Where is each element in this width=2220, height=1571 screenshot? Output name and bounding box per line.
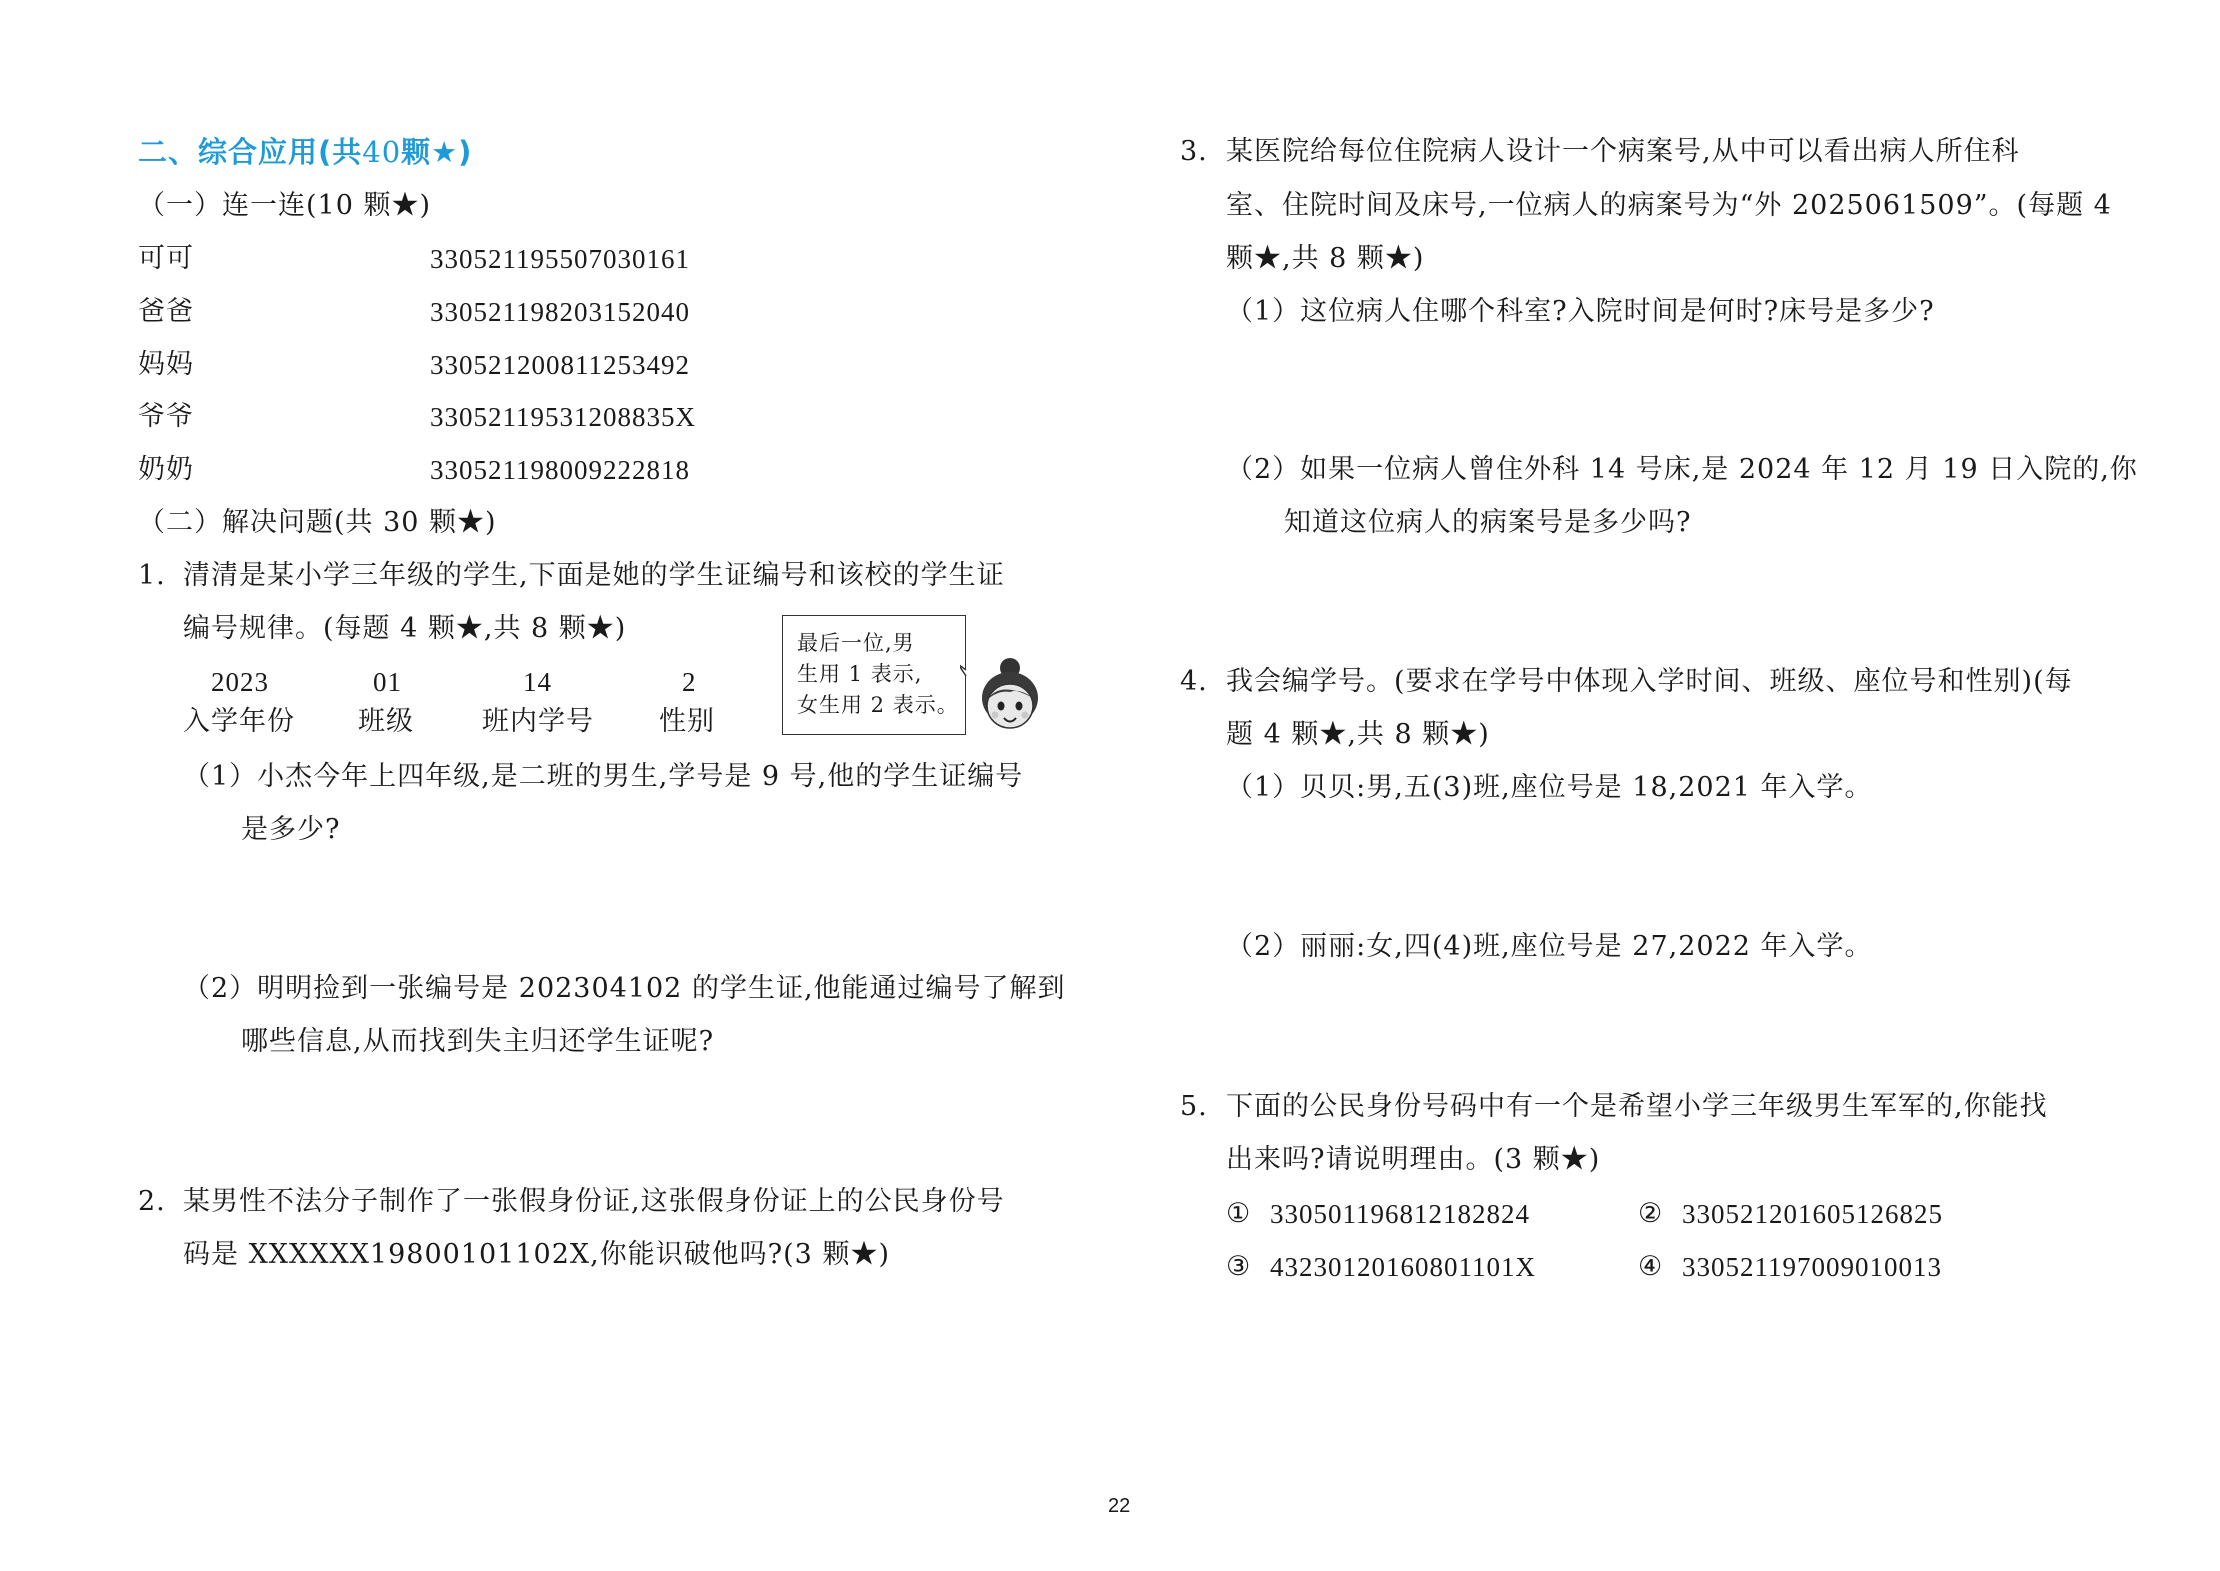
code-label: 入学年份 <box>183 706 295 737</box>
q1-line: 清清是某小学三年级的学生,下面是她的学生证编号和该校的学生证 <box>183 560 1005 591</box>
q2-number: 2. <box>138 1186 166 1217</box>
match-id-item: 330521198009222818 <box>430 455 690 485</box>
q2-line: 码是 XXXXXX19800101102X,你能识破他吗?(3 颗★) <box>183 1239 890 1270</box>
q3-line: 某医院给每位住院病人设计一个病案号,从中可以看出病人所住科 <box>1226 136 2020 167</box>
bubble-line: 生用 1 表示, <box>797 662 923 686</box>
match-name-item: 爸爸 <box>138 296 194 327</box>
option-mark: ② <box>1638 1198 1664 1229</box>
girl-illustration-icon <box>960 650 1060 750</box>
q5-line: 出来吗?请说明理由。(3 颗★) <box>1226 1144 1601 1175</box>
part2-title: （二）解决问题(共 30 颗★) <box>138 507 497 538</box>
match-id-item: 330521200811253492 <box>430 350 690 380</box>
section-title: 二、综合应用(共40颗★) <box>138 135 473 169</box>
q2-line: 某男性不法分子制作了一张假身份证,这张假身份证上的公民身份号 <box>183 1186 1005 1217</box>
q1-number: 1. <box>138 560 166 591</box>
q5-number: 5. <box>1180 1091 1208 1122</box>
code-value: 2 <box>682 667 697 697</box>
q4-number: 4. <box>1180 666 1208 697</box>
option-mark: ③ <box>1226 1251 1252 1282</box>
option-mark: ④ <box>1638 1251 1664 1282</box>
page-number: 22 <box>1108 1495 1131 1517</box>
code-value: 01 <box>373 667 402 697</box>
q1-sub1: 是多少? <box>241 814 341 845</box>
code-label: 班级 <box>358 706 414 737</box>
q3-sub1: （1）这位病人住哪个科室?入院时间是何时?床号是多少? <box>1226 296 1935 327</box>
option-value: 43230120160801101X <box>1270 1252 1536 1282</box>
q3-line: 室、住院时间及床号,一位病人的病案号为“外 2025061509”。(每题 4 <box>1226 190 2112 221</box>
part1-title: （一）连一连(10 颗★) <box>138 190 432 221</box>
q1-sub2: （2）明明捡到一张编号是 202304102 的学生证,他能通过编号了解到 <box>183 973 1066 1004</box>
q4-sub2: （2）丽丽:女,四(4)班,座位号是 27,2022 年入学。 <box>1226 931 1873 962</box>
match-name-item: 妈妈 <box>138 349 194 380</box>
code-label: 班内学号 <box>482 706 594 737</box>
option-value: 330521197009010013 <box>1682 1252 1942 1282</box>
q5-line: 下面的公民身份号码中有一个是希望小学三年级男生军军的,你能找 <box>1226 1091 2048 1122</box>
q4-line: 我会编学号。(要求在学号中体现入学时间、班级、座位号和性别)(每 <box>1226 666 2073 697</box>
bubble-line: 女生用 2 表示。 <box>797 693 959 717</box>
q3-number: 3. <box>1180 136 1208 167</box>
q1-sub1: （1）小杰今年上四年级,是二班的男生,学号是 9 号,他的学生证编号 <box>183 761 1024 792</box>
match-id-item: 330521198203152040 <box>430 297 690 327</box>
q1-sub2: 哪些信息,从而找到失主归还学生证呢? <box>241 1026 715 1057</box>
option-value: 330521201605126825 <box>1682 1199 1943 1229</box>
code-label: 性别 <box>659 706 715 737</box>
option-value: 330501196812182824 <box>1270 1199 1530 1229</box>
q1-line: 编号规律。(每题 4 颗★,共 8 颗★) <box>183 613 627 644</box>
speech-bubble <box>782 615 966 735</box>
q4-line: 题 4 颗★,共 8 颗★) <box>1226 719 1490 750</box>
match-name-item: 奶奶 <box>138 454 194 485</box>
bubble-line: 最后一位,男 <box>797 631 915 655</box>
match-id-item: 330521195507030161 <box>430 244 690 274</box>
q3-sub2: （2）如果一位病人曾住外科 14 号床,是 2024 年 12 月 19 日入院的,你 <box>1226 454 2138 485</box>
match-name-item: 可可 <box>138 243 194 274</box>
option-mark: ① <box>1226 1198 1252 1229</box>
match-name-item: 爷爷 <box>138 401 194 432</box>
match-id-item: 33052119531208835X <box>430 402 696 432</box>
q3-line: 颗★,共 8 颗★) <box>1226 243 1425 274</box>
code-value: 14 <box>523 667 552 697</box>
code-value: 2023 <box>211 667 269 697</box>
q4-sub1: （1）贝贝:男,五(3)班,座位号是 18,2021 年入学。 <box>1226 772 1873 803</box>
q3-sub2: 知道这位病人的病案号是多少吗? <box>1284 507 1692 538</box>
